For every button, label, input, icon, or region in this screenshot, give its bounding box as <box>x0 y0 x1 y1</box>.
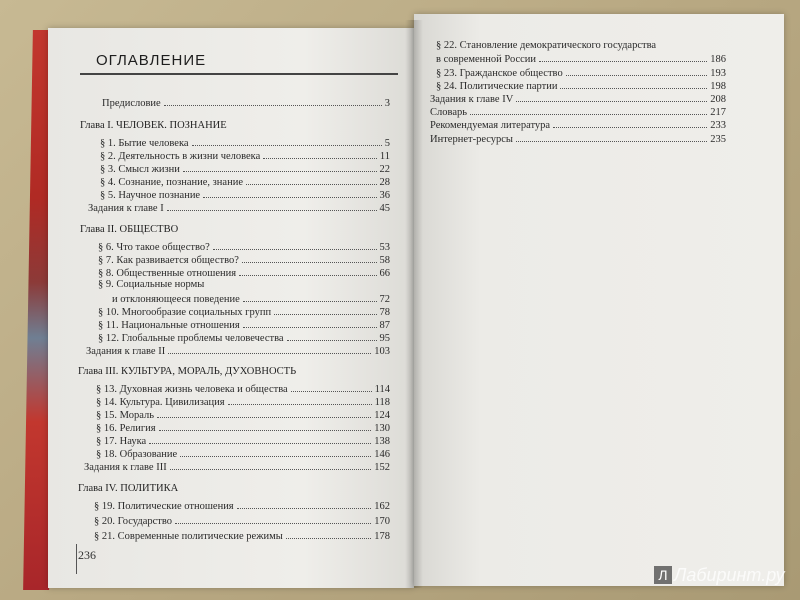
toc-entry <box>84 460 390 474</box>
entry-title: § 5. Научное познание <box>100 190 201 201</box>
entry-title: § 13. Духовная жизнь человека и общества <box>96 384 288 395</box>
toc-entry <box>430 105 726 119</box>
entry-title: § 3. Смысл жизни <box>100 164 180 175</box>
entry-page: 78 <box>379 307 390 318</box>
toc-entry <box>94 499 390 513</box>
entry-page: 193 <box>710 68 726 79</box>
dot-leader <box>175 514 371 524</box>
book-gutter <box>405 20 423 588</box>
dot-leader <box>167 201 377 211</box>
toc-entry <box>96 421 390 435</box>
chapter-heading <box>78 366 390 380</box>
toc-entry <box>430 132 726 146</box>
entry-page: 45 <box>379 203 390 214</box>
entry-title: § 6. Что такое общество? <box>98 242 210 253</box>
entry-title: § 2. Деятельность в жизни человека <box>100 151 261 162</box>
chapter-title: Глава IV. ПОЛИТИКА <box>78 483 179 494</box>
entry-page: 186 <box>710 54 726 65</box>
entry-title: Интернет-ресурсы <box>430 134 513 145</box>
entry-title: § 18. Образование <box>96 449 178 460</box>
dot-leader <box>516 132 707 142</box>
entry-title: § 9. Социальные нормы <box>98 279 205 290</box>
dot-leader <box>170 460 372 470</box>
toc-entry <box>436 52 726 66</box>
dot-leader <box>246 175 377 185</box>
entry-title: § 4. Сознание, познание, знание <box>100 177 243 188</box>
toc-entry <box>98 253 390 267</box>
dot-leader <box>180 447 371 457</box>
chapter-title: Глава II. ОБЩЕСТВО <box>80 224 179 235</box>
entry-title: Словарь <box>430 107 468 118</box>
entry-title: § 8. Общественные отношения <box>98 268 237 279</box>
toc-entry <box>94 529 390 543</box>
dot-leader <box>242 253 377 263</box>
dot-leader <box>566 66 708 76</box>
entry-title: Рекомендуемая литература <box>430 120 551 131</box>
entry-title: § 1. Бытие человека <box>100 138 189 149</box>
chapter-heading <box>80 224 390 238</box>
entry-page: 5 <box>384 138 390 149</box>
entry-page: 72 <box>379 294 390 305</box>
dot-leader <box>157 408 371 418</box>
entry-title: в современной России <box>436 54 537 65</box>
entry-title: § 24. Политические партии <box>436 81 558 92</box>
dot-leader <box>183 162 377 172</box>
entry-page: 233 <box>710 120 726 131</box>
toc-entry <box>98 279 390 293</box>
toc-entry <box>86 344 390 358</box>
dot-leader <box>237 499 372 509</box>
entry-title: § 15. Мораль <box>96 410 154 421</box>
toc-entry <box>100 162 390 176</box>
dot-leader <box>168 344 371 354</box>
dot-leader <box>470 105 707 115</box>
dot-leader <box>243 292 377 302</box>
entry-page: 103 <box>374 346 390 357</box>
entry-title: § 19. Политические отношения <box>94 501 234 512</box>
entry-page: 36 <box>379 190 390 201</box>
dot-leader <box>553 118 707 128</box>
chapter-title: Глава I. ЧЕЛОВЕК. ПОЗНАНИЕ <box>80 120 227 131</box>
dot-leader <box>560 79 707 89</box>
dot-leader <box>192 136 382 146</box>
dot-leader <box>213 240 377 250</box>
watermark <box>654 565 785 586</box>
dot-leader <box>228 395 372 405</box>
dot-leader <box>149 434 371 444</box>
dot-leader <box>539 52 707 62</box>
entry-title: § 21. Современные политические режимы <box>94 531 283 542</box>
dot-leader <box>274 305 376 315</box>
entry-page: 28 <box>379 177 390 188</box>
entry-page: 138 <box>374 436 390 447</box>
toc-entry <box>96 447 390 461</box>
toc-entry <box>430 118 726 132</box>
entry-page: 95 <box>379 333 390 344</box>
labirint-logo-icon: Л <box>654 566 672 584</box>
dot-leader <box>203 188 376 198</box>
entry-title: § 16. Религия <box>96 423 156 434</box>
entry-page: 3 <box>384 98 390 109</box>
entry-page: 118 <box>374 397 390 408</box>
entry-page: 58 <box>379 255 390 266</box>
entry-page: 178 <box>374 531 390 542</box>
toc-entry <box>98 305 390 319</box>
entry-title: § 14. Культура. Цивилизация <box>96 397 225 408</box>
entry-title: § 20. Государство <box>94 516 173 527</box>
dot-leader <box>287 331 377 341</box>
entry-page: 114 <box>374 384 390 395</box>
dot-leader <box>239 266 376 276</box>
entry-page: 198 <box>710 81 726 92</box>
entry-page: 130 <box>374 423 390 434</box>
toc-entry <box>112 292 390 306</box>
entry-page: 124 <box>374 410 390 421</box>
entry-page: 152 <box>374 462 390 473</box>
entry-page: 53 <box>379 242 390 253</box>
heading-rule <box>80 73 398 75</box>
entry-page: 208 <box>710 94 726 105</box>
toc-entry <box>88 201 390 215</box>
entry-page: 66 <box>379 268 390 279</box>
entry-title: § 12. Глобальные проблемы человечества <box>98 333 284 344</box>
watermark-text: Лабиринт.ру <box>674 565 785 585</box>
chapter-heading <box>80 120 390 134</box>
entry-title: § 11. Национальные отношения <box>98 320 240 331</box>
toc-entry <box>98 331 390 345</box>
entry-title: § 7. Как развивается общество? <box>98 255 239 266</box>
entry-page: 170 <box>374 516 390 527</box>
dot-leader <box>243 318 377 328</box>
toc-entry <box>100 188 390 202</box>
entry-page: 217 <box>710 107 726 118</box>
dot-leader <box>164 96 382 106</box>
entry-title: § 22. Становление демократического государства <box>436 40 657 51</box>
entry-title: и отклоняющееся поведение <box>112 294 240 305</box>
toc-entry <box>430 92 726 106</box>
toc-heading: ОГЛАВЛЕНИЕ <box>96 52 207 69</box>
dot-leader <box>291 382 372 392</box>
toc-entry <box>98 240 390 254</box>
page-number: 236 <box>78 548 96 562</box>
entry-page: 87 <box>379 320 390 331</box>
entry-title: Задания к главе IV <box>430 94 514 105</box>
toc-entry <box>98 318 390 332</box>
toc-entry <box>96 382 390 396</box>
toc-entry <box>94 514 390 528</box>
entry-page: 11 <box>379 151 390 162</box>
toc-entry <box>436 79 726 93</box>
entry-title: § 23. Гражданское общество <box>436 68 563 79</box>
toc-entry <box>98 266 390 280</box>
toc-entry <box>100 175 390 189</box>
entry-page: 146 <box>374 449 390 460</box>
entry-page: 22 <box>379 164 390 175</box>
dot-leader <box>286 529 371 539</box>
entry-title: Предисловие <box>102 98 161 109</box>
entry-title: Задания к главе III <box>84 462 167 473</box>
entry-title: § 10. Многообразие социальных групп <box>98 307 272 318</box>
toc-entry <box>100 149 390 163</box>
toc-entry <box>96 434 390 448</box>
dot-leader <box>263 149 377 159</box>
toc-entry <box>100 136 390 150</box>
entry-title: Задания к главе II <box>86 346 166 357</box>
page-number-rule <box>76 544 77 574</box>
dot-leader <box>159 421 372 431</box>
toc-entry <box>96 395 390 409</box>
entry-title: Задания к главе I <box>88 203 164 214</box>
toc-entry <box>102 96 390 110</box>
chapter-title: Глава III. КУЛЬТУРА, МОРАЛЬ, ДУХОВНОСТЬ <box>78 366 297 377</box>
entry-page: 162 <box>374 501 390 512</box>
toc-entry <box>96 408 390 422</box>
toc-entry <box>436 66 726 80</box>
chapter-heading <box>78 483 390 497</box>
entry-page: 235 <box>710 134 726 145</box>
dot-leader <box>516 92 707 102</box>
entry-title: § 17. Наука <box>96 436 147 447</box>
